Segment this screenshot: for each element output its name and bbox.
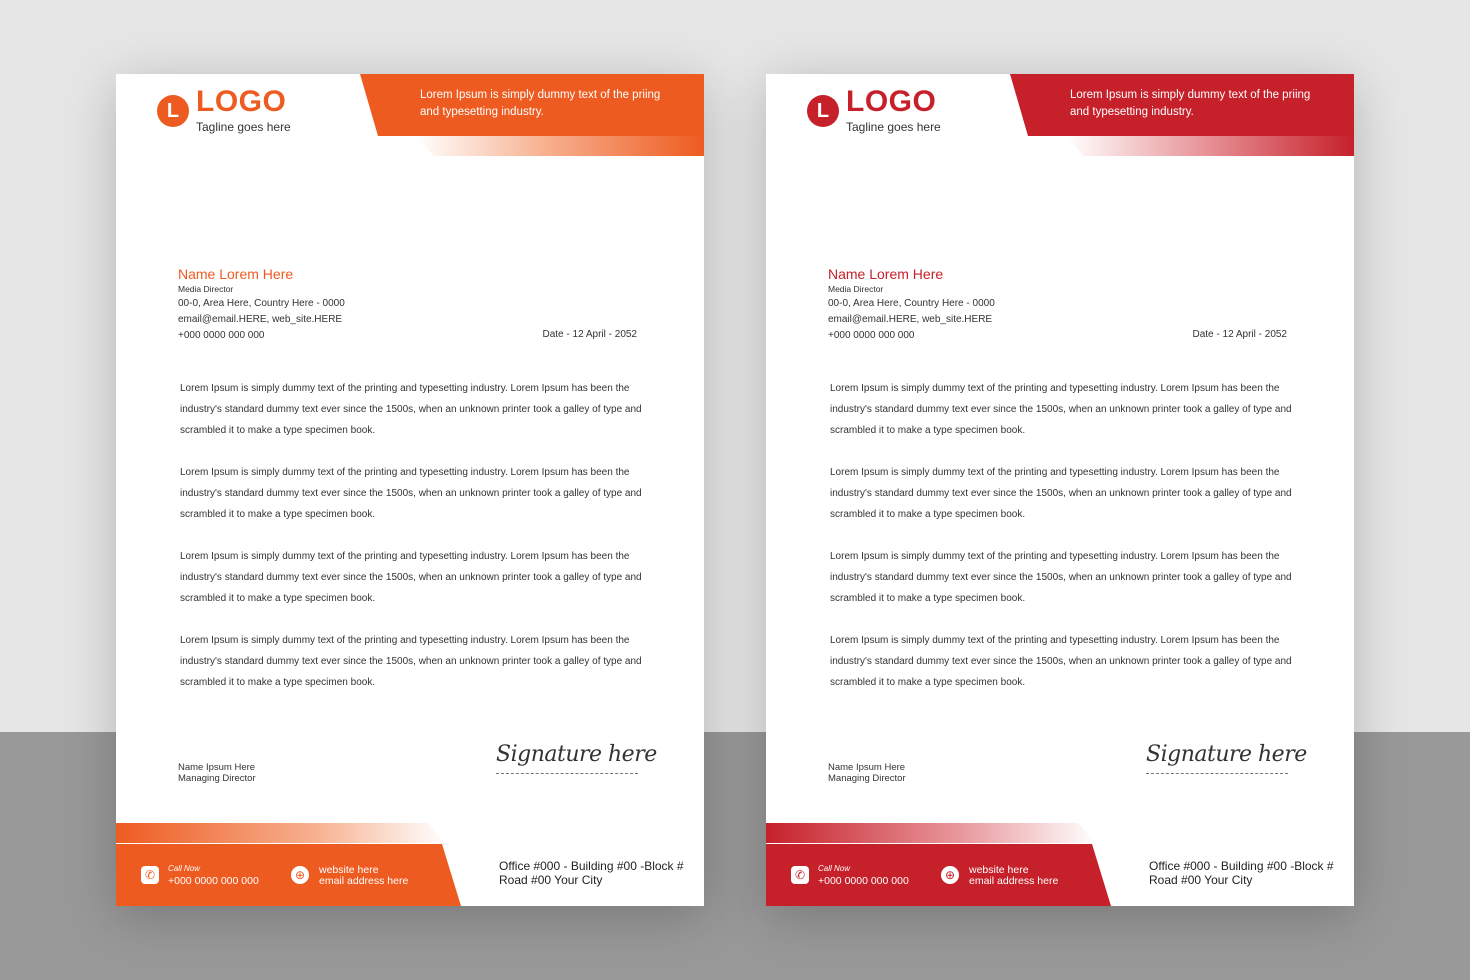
- body-paragraph: Lorem Ipsum is simply dummy text of the printing and typesetting industry. Lorem Ipsum has been the industry's standard dummy text ever since the 1500s, when an unknown printer took a galley of type and scrambled it to make a type specimen book.: [830, 467, 1292, 520]
- recipient-role: Media Director: [178, 284, 234, 294]
- footer-phone: +000 0000 000 000: [168, 875, 259, 887]
- letterhead-orange: [116, 74, 704, 906]
- body-paragraph: Lorem Ipsum is simply dummy text of the printing and typesetting industry. Lorem Ipsum has been the industry's standard dummy text ever since the 1500s, when an unknown printer took a galley of type and scrambled it to make a type specimen book.: [180, 467, 642, 520]
- sender-name: Name Ipsum Here: [828, 762, 906, 773]
- recipient-phone: +000 0000 000 000: [828, 330, 915, 341]
- footer-email: email address here: [319, 875, 409, 887]
- logo-text: LOGO: [196, 85, 287, 118]
- header-gradient-stripe: [1066, 136, 1354, 156]
- phone-icon: ✆: [141, 866, 159, 884]
- footer-gradient-stripe: [116, 823, 446, 843]
- call-label: Call Now: [168, 864, 201, 873]
- globe-icon: ⊕: [941, 866, 959, 884]
- recipient-role: Media Director: [828, 284, 884, 294]
- signature: Signature here: [1146, 742, 1288, 774]
- footer-website: website here: [969, 864, 1029, 876]
- logo-text: LOGO: [846, 85, 937, 118]
- sender-role: Managing Director: [178, 773, 256, 784]
- body-paragraph: Lorem Ipsum is simply dummy text of the printing and typesetting industry. Lorem Ipsum has been the industry's standard dummy text ever since the 1500s, when an unknown printer took a galley of type and scrambled it to make a type specimen book.: [180, 551, 642, 604]
- header-gradient-stripe: [416, 136, 704, 156]
- footer-office-address: Office #000 - Building #00 -Block # Road #00 Your City: [499, 859, 684, 887]
- letter-date: Date - 12 April - 2052: [542, 329, 637, 340]
- logo-mark: L: [807, 95, 839, 127]
- logo-tagline: Tagline goes here: [846, 120, 941, 134]
- footer-phone: +000 0000 000 000: [818, 875, 909, 887]
- body-paragraph: Lorem Ipsum is simply dummy text of the printing and typesetting industry. Lorem Ipsum has been the industry's standard dummy text ever since the 1500s, when an unknown printer took a galley of type and scrambled it to make a type specimen book.: [830, 635, 1292, 688]
- recipient-address: 00-0, Area Here, Country Here - 0000: [828, 298, 995, 309]
- footer-email: email address here: [969, 875, 1059, 887]
- globe-icon: ⊕: [291, 866, 309, 884]
- footer-office-address: Office #000 - Building #00 -Block # Road #00 Your City: [1149, 859, 1334, 887]
- signature: Signature here: [496, 742, 638, 774]
- letter-date: Date - 12 April - 2052: [1192, 329, 1287, 340]
- body-paragraph: Lorem Ipsum is simply dummy text of the printing and typesetting industry. Lorem Ipsum has been the industry's standard dummy text ever since the 1500s, when an unknown printer took a galley of type and scrambled it to make a type specimen book.: [830, 551, 1292, 604]
- header-text: Lorem Ipsum is simply dummy text of the priing and typesetting industry.: [1070, 89, 1311, 118]
- recipient-address: 00-0, Area Here, Country Here - 0000: [178, 298, 345, 309]
- logo-mark: L: [157, 95, 189, 127]
- header-text: Lorem Ipsum is simply dummy text of the priing and typesetting industry.: [420, 89, 661, 118]
- logo-tagline: Tagline goes here: [196, 120, 291, 134]
- recipient-name: Name Lorem Here: [178, 266, 294, 282]
- recipient-name: Name Lorem Here: [828, 266, 944, 282]
- sender-role: Managing Director: [828, 773, 906, 784]
- letterhead-red: [766, 74, 1354, 906]
- body-paragraph: Lorem Ipsum is simply dummy text of the printing and typesetting industry. Lorem Ipsum has been the industry's standard dummy text ever since the 1500s, when an unknown printer took a galley of type and scrambled it to make a type specimen book.: [180, 383, 642, 436]
- sender-name: Name Ipsum Here: [178, 762, 256, 773]
- body-paragraph: Lorem Ipsum is simply dummy text of the printing and typesetting industry. Lorem Ipsum has been the industry's standard dummy text ever since the 1500s, when an unknown printer took a galley of type and scrambled it to make a type specimen book.: [180, 635, 642, 688]
- body-paragraph: Lorem Ipsum is simply dummy text of the printing and typesetting industry. Lorem Ipsum has been the industry's standard dummy text ever since the 1500s, when an unknown printer took a galley of type and scrambled it to make a type specimen book.: [830, 383, 1292, 436]
- phone-icon: ✆: [791, 866, 809, 884]
- footer-gradient-stripe: [766, 823, 1096, 843]
- recipient-contact: email@email.HERE, web_site.HERE: [178, 314, 343, 325]
- call-label: Call Now: [818, 864, 851, 873]
- recipient-phone: +000 0000 000 000: [178, 330, 265, 341]
- footer-website: website here: [319, 864, 379, 876]
- recipient-contact: email@email.HERE, web_site.HERE: [828, 314, 993, 325]
